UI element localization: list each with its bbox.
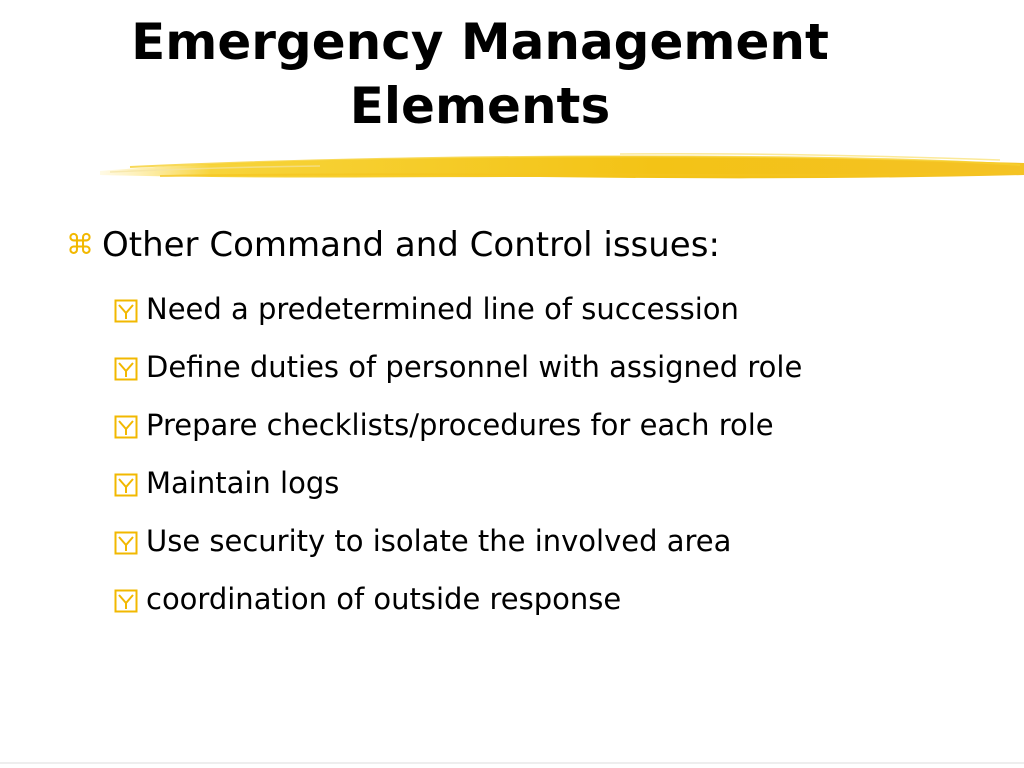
title-line-2: Elements (349, 77, 611, 135)
list-item (114, 280, 802, 338)
list-item (114, 454, 802, 512)
main-bullet (66, 220, 720, 270)
list-item-text: coordination of outside response (146, 582, 622, 616)
sub-bullet-list (114, 280, 802, 628)
checkbox-icon (114, 514, 146, 572)
slide-title (60, 10, 900, 138)
main-bullet-text: Other Command and Control issues: (102, 225, 720, 265)
checkbox-icon (114, 456, 146, 514)
brush-stroke-divider (100, 145, 1024, 187)
list-item (114, 396, 802, 454)
list-item-text: Use security to isolate the involved area (146, 524, 732, 558)
checkbox-icon (114, 340, 146, 398)
title-line-1: Emergency Management (131, 13, 829, 71)
list-item-text: Define duties of personnel with assigned role (146, 350, 803, 384)
list-item-text: Need a predetermined line of succession (146, 292, 739, 326)
list-item (114, 338, 802, 396)
list-item (114, 512, 802, 570)
bottom-divider (0, 762, 1024, 764)
checkbox-icon (114, 572, 146, 630)
checkbox-icon (114, 282, 146, 340)
command-key-icon: ⌘ (66, 228, 94, 261)
list-item (114, 570, 802, 628)
list-item-text: Prepare checklists/procedures for each role (146, 408, 774, 442)
checkbox-icon (114, 398, 146, 456)
list-item-text: Maintain logs (146, 466, 340, 500)
